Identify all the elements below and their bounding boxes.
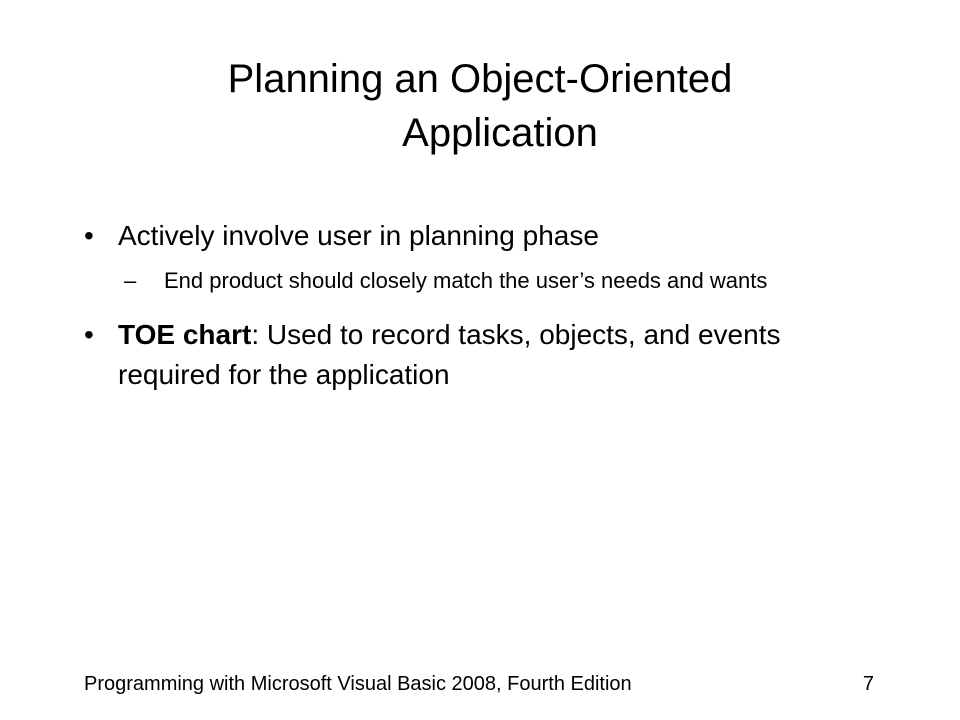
bullet-marker: • (84, 220, 94, 251)
slide-title (150, 52, 810, 160)
dash-marker: – (124, 268, 137, 293)
slide-title-line-1: Planning an Object-Oriented (227, 57, 733, 101)
bullet-item (84, 315, 824, 395)
slide-body (84, 216, 824, 395)
bullet-item (84, 216, 824, 256)
sub-bullet-item (84, 264, 824, 297)
bullet-text: : Used to record tasks, objects, and events required for the application (118, 319, 781, 390)
sub-bullet-text: End product should closely match the user’s needs and wants (164, 268, 768, 293)
slide-title-line-2: Application (402, 111, 598, 155)
bullet-marker: • (84, 319, 94, 350)
page-number: 7 (862, 673, 874, 695)
bullet-text: Actively involve user in planning phase (118, 220, 599, 251)
footer-text: Programming with Microsoft Visual Basic 2008, Fourth Edition (84, 673, 632, 695)
slide-footer (84, 672, 874, 696)
bullet-bold-term: TOE chart (118, 319, 252, 350)
